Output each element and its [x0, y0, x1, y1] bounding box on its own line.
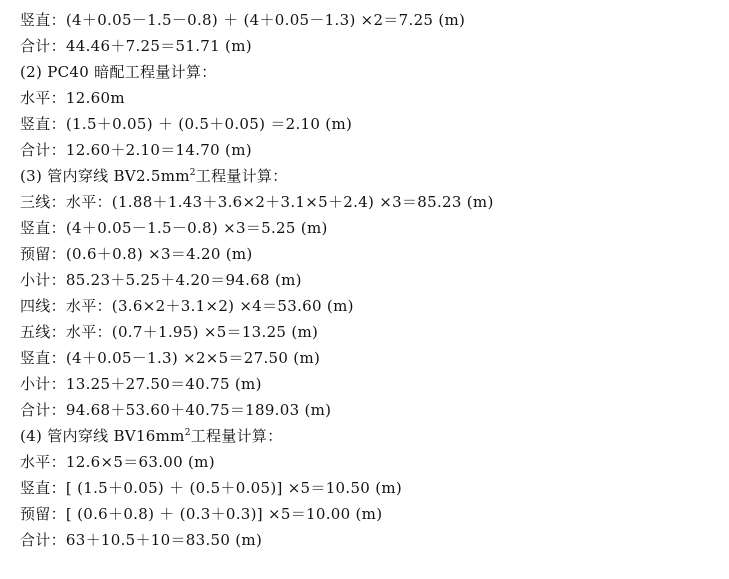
- text-line-five-wire: 五线：水平：(0.7＋1.95) ×5＝13.25 (m): [20, 323, 319, 341]
- text-line-total-2: 合计：12.60＋2.10＝14.70 (m): [20, 141, 252, 159]
- text-line-vertical-5: 竖直：(4＋0.05－1.3) ×2×5＝27.50 (m): [20, 349, 321, 367]
- text-line-vertical-1: 竖直：(4＋0.05－1.5－0.8) ＋ (4＋0.05－1.3) ×2＝7.25 (m): [20, 11, 466, 29]
- text-line-vertical-4: 竖直：[ (1.5＋0.05) ＋ (0.5＋0.05)] ×5＝10.50 (m): [20, 479, 403, 497]
- heading-text: 工程量计算：: [190, 427, 283, 445]
- text-line-subtotal-3a: 小计：85.23＋5.25＋4.20＝94.68 (m): [20, 271, 302, 289]
- text-line-subtotal-3b: 小计：13.25＋27.50＝40.75 (m): [20, 375, 262, 393]
- text-line-horizontal-2: 水平：12.60m: [20, 89, 125, 107]
- section-heading-pc40: (2) PC40 暗配工程量计算：: [20, 63, 217, 81]
- text-line-vertical-2: 竖直：(1.5＋0.05) ＋ (0.5＋0.05) ＝2.10 (m): [20, 115, 353, 133]
- superscript: 2: [184, 428, 191, 438]
- text-line-total-3: 合计：94.68＋53.60＋40.75＝189.03 (m): [20, 401, 332, 419]
- heading-text: (4) 管内穿线 BV16mm: [20, 427, 185, 445]
- text-line-total-4: 合计：63＋10.5＋10＝83.50 (m): [20, 531, 263, 549]
- text-line-reserve-3: 预留：(0.6＋0.8) ×3＝4.20 (m): [20, 245, 253, 263]
- text-line-horizontal-4: 水平：12.6×5＝63.00 (m): [20, 453, 215, 471]
- text-line-reserve-4: 预留：[ (0.6＋0.8) ＋ (0.3＋0.3)] ×5＝10.00 (m): [20, 505, 383, 523]
- text-line-four-wire: 四线：水平：(3.6×2＋3.1×2) ×4＝53.60 (m): [20, 297, 354, 315]
- section-heading-bv16: [20, 427, 283, 445]
- text-line-three-wire: 三线：水平：(1.88＋1.43＋3.6×2＋3.1×5＋2.4) ×3＝85.23 (m): [20, 193, 494, 211]
- superscript: 2: [189, 168, 196, 178]
- heading-text: 工程量计算：: [195, 167, 288, 185]
- text-line-vertical-3: 竖直：(4＋0.05－1.5－0.8) ×3＝5.25 (m): [20, 219, 328, 237]
- section-heading-bv25: [20, 167, 288, 185]
- heading-text: (3) 管内穿线 BV2.5mm: [20, 167, 190, 185]
- text-line-total-1: 合计：44.46＋7.25＝51.71 (m): [20, 37, 252, 55]
